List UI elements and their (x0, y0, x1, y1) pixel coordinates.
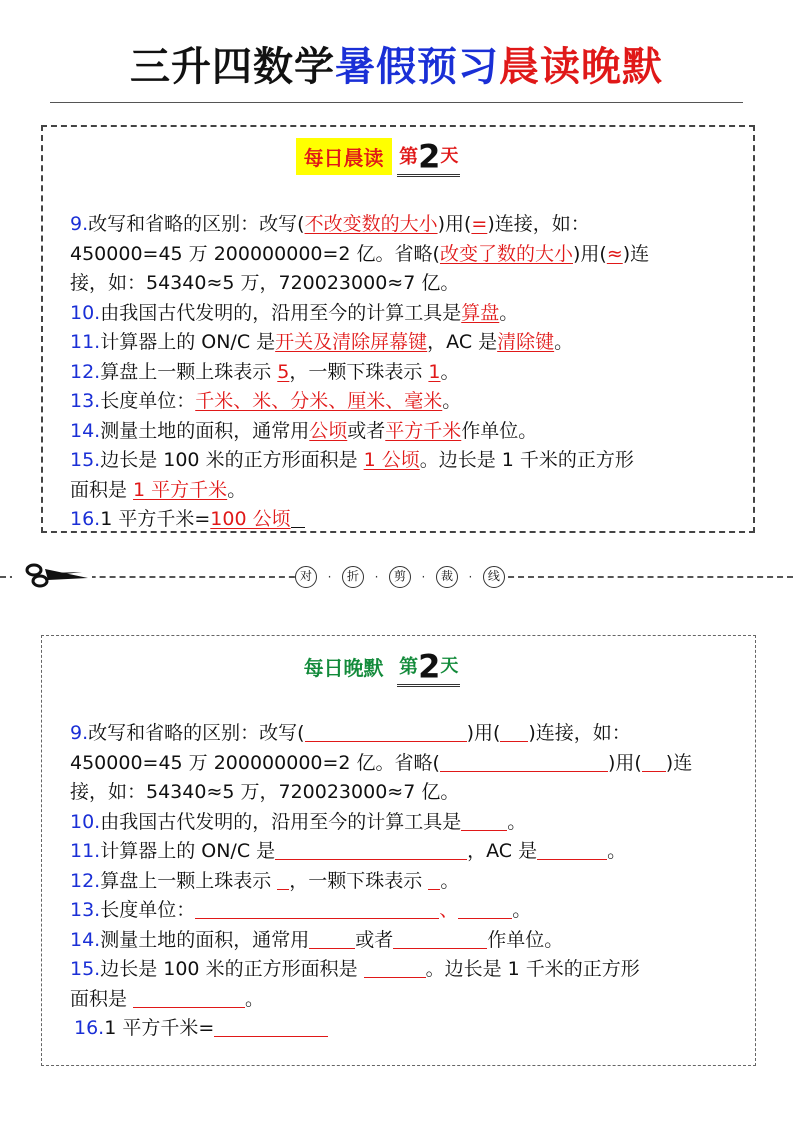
morning-item-12: 12.算盘上一颗上珠表示 5，一颗下珠表示 1。 (70, 360, 460, 383)
morning-label: 每日晨读 (296, 138, 392, 175)
answer: ≈ (606, 242, 623, 265)
answer-blank[interactable] (393, 928, 487, 949)
answer-blank[interactable] (133, 987, 245, 1008)
evening-item-9-line3: 接，如：54340≈5 万，720023000≈7 亿。 (70, 781, 460, 803)
cut-char: 对 (295, 566, 317, 588)
morning-item-11: 11.计算器上的 ON/C 是开关及清除屏幕键，AC 是清除键。 (70, 331, 574, 353)
title-part-2: 暑假预习 (335, 43, 499, 90)
answer-blank[interactable] (428, 869, 440, 890)
evening-day: 第2天 (399, 647, 459, 686)
morning-item-15-line2: 面积是 1 平方千米。 (70, 478, 247, 501)
morning-item-14: 14.测量土地的面积，通常用公顷或者平方千米作单位。 (70, 419, 538, 442)
answer-blank[interactable] (305, 721, 467, 742)
scissors-icon (12, 556, 92, 592)
answer-blank[interactable] (461, 810, 507, 831)
evening-item-14: 14.测量土地的面积，通常用 或者 作单位。 (70, 928, 564, 951)
evening-banner (260, 648, 496, 690)
cut-char: 裁 (436, 566, 458, 588)
evening-item-15-line2: 面积是 。 (70, 987, 265, 1010)
answer: 清除键 (497, 331, 555, 353)
evening-label: 每日晚默 (303, 656, 384, 680)
evening-item-11: 11.计算器上的 ON/C 是 ，AC 是 。 (70, 840, 627, 862)
evening-item-10: 10.由我国古代发明的，沿用至今的计算工具是 。 (70, 810, 527, 833)
title-part-3: 晨读晚默 (499, 43, 663, 90)
title-divider (50, 102, 743, 103)
answer: 5 (277, 360, 290, 383)
answer-blank[interactable] (537, 839, 607, 860)
morning-banner (260, 138, 496, 180)
answer: 千米、米、分米、厘米、毫米 (195, 390, 443, 412)
answer-blank[interactable] (277, 869, 289, 890)
cut-char: 折 (342, 566, 364, 588)
answer-blank[interactable] (275, 839, 467, 860)
morning-item-15: 15.边长是 100 米的正方形面积是 1 公顷。边长是 1 千米的正方形 (70, 449, 634, 471)
answer: = (471, 213, 488, 235)
morning-item-10: 10.由我国古代发明的，沿用至今的计算工具是算盘。 (70, 301, 519, 324)
answer-blank[interactable] (214, 1016, 328, 1037)
answer: 1 平方千米 (133, 478, 228, 501)
answer: 1 (428, 360, 441, 383)
morning-content (70, 210, 750, 535)
morning-day: 第2天 (399, 137, 459, 176)
morning-item-9: 9.改写和省略的区别：改写(不改变数的大小)用(=)连接，如： (70, 213, 590, 235)
morning-item-9-line2: 450000=45 万 200000000=2 亿。省略(改变了数的大小)用(≈)连 (70, 242, 650, 265)
morning-item-9-line3: 接，如：54340≈5 万，720023000≈7 亿。 (70, 272, 460, 294)
answer-blank[interactable] (458, 898, 512, 919)
evening-item-15: 15.边长是 100 米的正方形面积是 。边长是 1 千米的正方形 (70, 958, 640, 980)
answer-blank[interactable] (364, 957, 426, 978)
evening-item-9: 9.改写和省略的区别：改写( )用( )连接，如： (70, 722, 631, 744)
answer: 算盘 (461, 301, 500, 324)
answer-blank[interactable] (500, 721, 528, 742)
cut-char: 剪 (389, 566, 411, 588)
answer: 公顷 (309, 419, 348, 442)
answer: 1 公顷 (363, 449, 420, 471)
evening-item-16: 16.1 平方千米= (74, 1014, 750, 1044)
answer-blank[interactable] (642, 751, 666, 772)
evening-item-13: 13.长度单位： 、 。 (70, 899, 532, 921)
answer-blank (291, 507, 305, 528)
title-part-1: 三升四数学 (130, 43, 335, 90)
answer-blank[interactable] (195, 898, 439, 919)
cut-char: 线 (483, 566, 505, 588)
morning-item-16: 16.1 平方千米=100 公顷 (70, 505, 750, 535)
evening-item-9-line2: 450000=45 万 200000000=2 亿。省略( )用( )连 (70, 751, 693, 774)
page-title (0, 42, 793, 92)
answer: 改变了数的大小 (439, 242, 573, 265)
cut-line-labels: 对 · 折 · 剪 · 裁 · 线 (295, 564, 505, 590)
morning-item-13: 13.长度单位：千米、米、分米、厘米、毫米。 (70, 390, 462, 412)
answer-blank[interactable] (309, 928, 355, 949)
answer: 开关及清除屏幕键 (275, 331, 428, 353)
answer: 不改变数的大小 (304, 213, 438, 235)
answer-blank[interactable] (440, 751, 608, 772)
answer: 100 公顷 (210, 508, 291, 530)
evening-item-12: 12.算盘上一颗上珠表示 ，一颗下珠表示 。 (70, 869, 460, 892)
evening-content (70, 719, 750, 1044)
answer: 平方千米 (385, 419, 462, 442)
